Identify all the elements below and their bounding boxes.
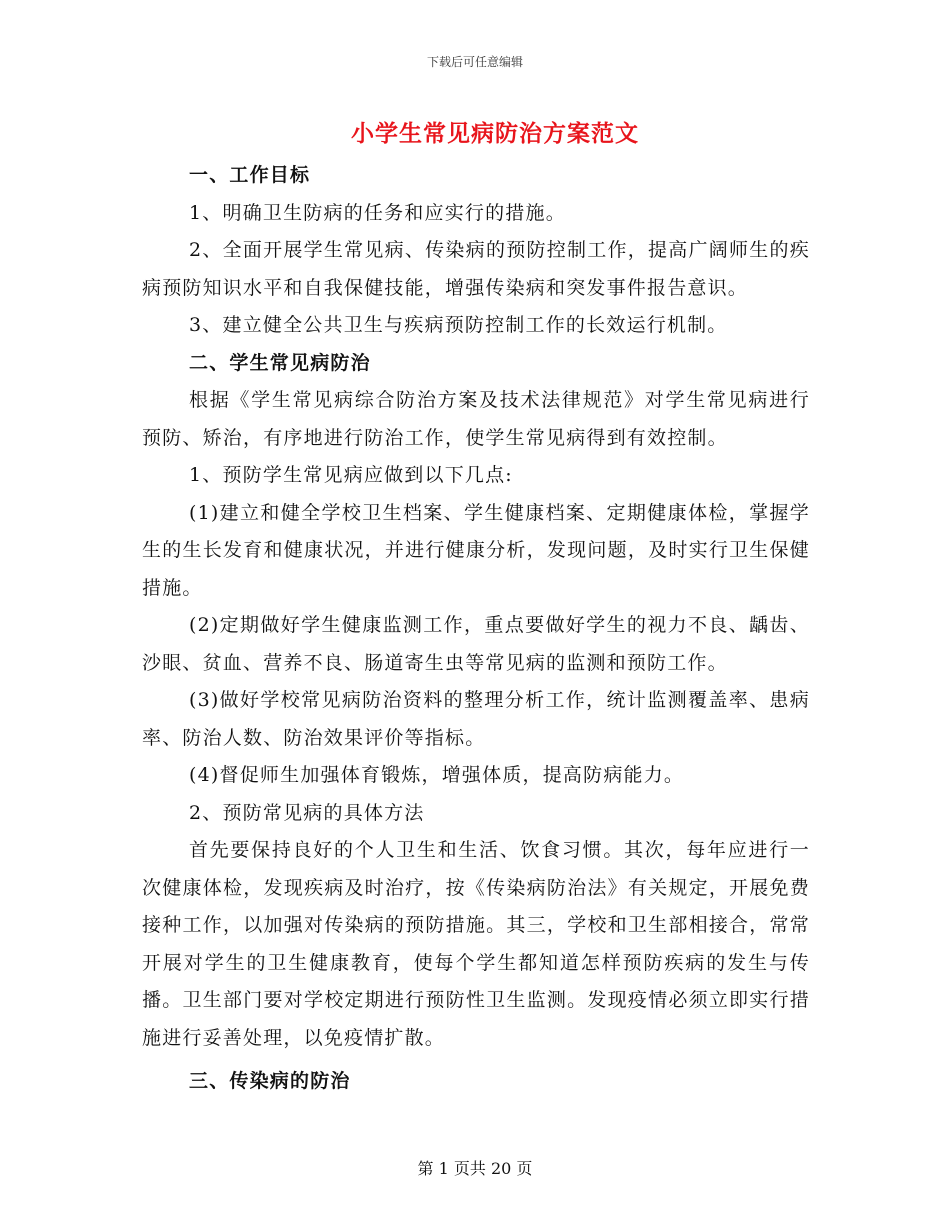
- paragraph: 2、全面开展学生常见病、传染病的预防控制工作，提高广阔师生的疾病预防知识水平和自我保健技能，增强传染病和突发事件报告意识。: [142, 239, 810, 299]
- document-title: 小学生常见病防治方案范文: [351, 120, 639, 147]
- paragraph: 根据《学生常见病综合防治方案及技术法律规范》对学生常见病进行预防、矫治，有序地进行防治工作，使学生常见病得到有效控制。: [142, 389, 810, 449]
- paragraph: (3)做好学校常见病防治资料的整理分析工作，统计监测覆盖率、患病率、防治人数、防治效果评价等指标。: [142, 689, 810, 749]
- page-number-footer: 第 1 页共 20 页: [417, 1159, 533, 1178]
- paragraph: 首先要保持良好的个人卫生和生活、饮食习惯。其次，每年应进行一次健康体检，发现疾病及时治疗，按《传染病防治法》有关规定，开展免费接种工作，以加强对传染病的预防措施。其三，学校和卫生部相接合，常常开展对学生的卫生健康教育，使每个学生都知道怎样预防疾病的发生与传播。卫生部门要对学校定期进行预防性卫生监测。发现疫情必须立即实行措施进行妥善处理，以免疫情扩散。: [142, 839, 810, 1049]
- paragraph: 1、预防学生常见病应做到以下几点:: [189, 464, 513, 486]
- paragraph: 2、预防常见病的具体方法: [189, 801, 425, 824]
- section-heading-2: 二、学生常见病防治: [189, 351, 371, 374]
- paragraph: (4)督促师生加强体育锻炼，增强体质，提高防病能力。: [189, 764, 685, 786]
- paragraph: (1)建立和健全学校卫生档案、学生健康档案、定期健康体检，掌握学生的生长发育和健康状况，并进行健康分析，发现问题，及时实行卫生保健措施。: [142, 501, 810, 599]
- paragraph: (2)定期做好学生健康监测工作，重点要做好学生的视力不良、龋齿、沙眼、贫血、营养不良、肠道寄生虫等常见病的监测和预防工作。: [142, 614, 810, 674]
- paragraph: 1、明确卫生防病的任务和应实行的措施。: [189, 201, 566, 224]
- paragraph: 3、建立健全公共卫生与疾病预防控制工作的长效运行机制。: [189, 314, 728, 336]
- page-header-note: 下载后可任意编辑: [426, 55, 523, 69]
- document-body: [142, 157, 810, 1101]
- section-heading-3: 三、传染病的防治: [189, 1070, 351, 1092]
- section-heading-1: 一、工作目标: [189, 164, 311, 186]
